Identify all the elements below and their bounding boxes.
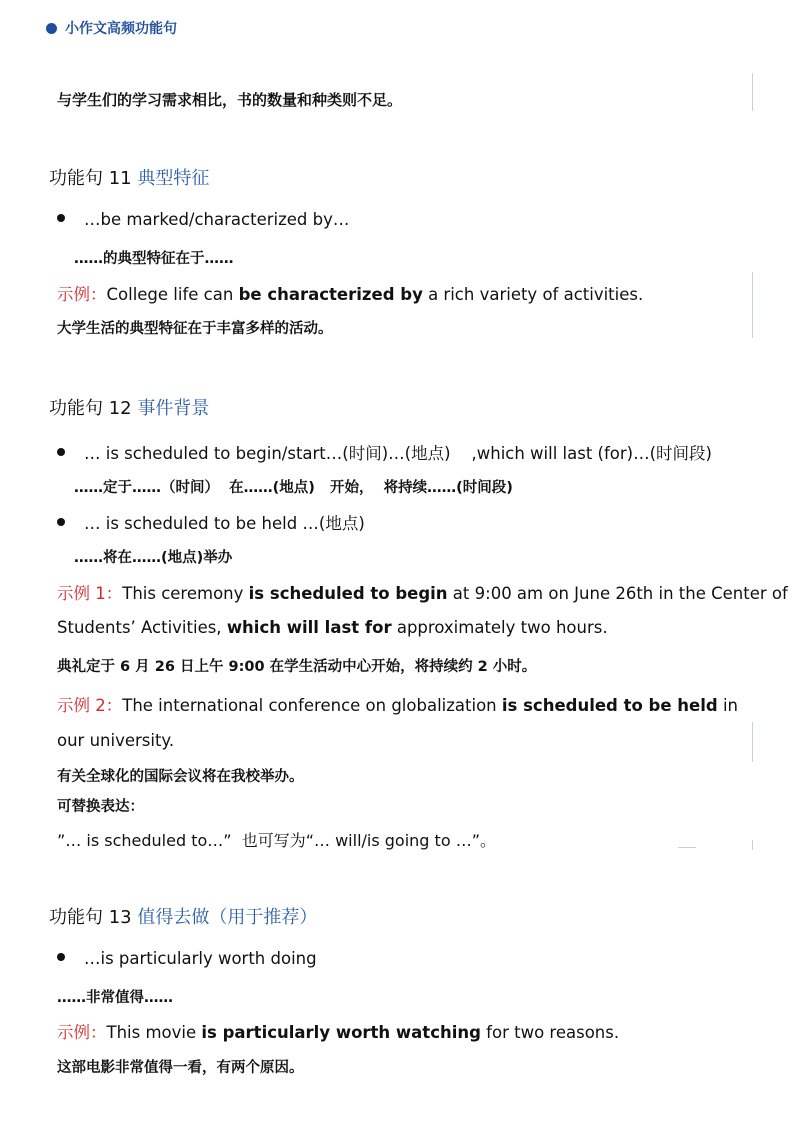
section-title: 典型特征 bbox=[137, 168, 210, 189]
section-number: 功能句 12 bbox=[49, 398, 132, 419]
section-heading-12 bbox=[49, 394, 209, 420]
bullet-dot-icon bbox=[57, 518, 65, 526]
scan-mark bbox=[752, 840, 753, 850]
example-text: a rich variety of activities. bbox=[422, 285, 644, 304]
example-translation: 典礼定于 6 月 26 日上午 9:00 在学生活动中心开始，将持续约 2 小时。 bbox=[57, 659, 537, 675]
example-sentence bbox=[57, 1019, 619, 1043]
example-sentence-cont bbox=[57, 618, 608, 637]
header-title: 小作文高频功能句 bbox=[65, 21, 177, 37]
example-text: at 9:00 am on June 26th in the Center of bbox=[447, 584, 788, 603]
example-label: 示例： bbox=[57, 1023, 107, 1042]
example-text: Students’ Activities, bbox=[57, 618, 227, 637]
example-translation: 这部电影非常值得一看，有两个原因。 bbox=[57, 1060, 304, 1076]
pattern-bullet bbox=[57, 440, 712, 464]
section-number: 功能句 11 bbox=[49, 168, 132, 189]
example-label: 示例 1： bbox=[57, 584, 123, 603]
section-heading-11 bbox=[49, 164, 209, 190]
example-keyphrase: be characterized by bbox=[238, 285, 423, 304]
alt-expression-label: 可替换表达： bbox=[57, 799, 144, 815]
pattern-en: …be marked/characterized by… bbox=[84, 210, 350, 229]
pattern-en: … is scheduled to be held …(地点) bbox=[84, 514, 365, 533]
example-sentence bbox=[57, 281, 643, 305]
example-text: College life can bbox=[106, 285, 239, 304]
pattern-cn: ……非常值得…… bbox=[57, 990, 173, 1006]
scan-mark bbox=[752, 722, 753, 762]
scan-mark bbox=[752, 73, 753, 111]
alt-expression: ”… is scheduled to…” 也可写为“… will/is going to …”。 bbox=[57, 831, 496, 850]
pattern-cn: ……将在……(地点)举办 bbox=[74, 550, 233, 566]
example-sentence bbox=[57, 692, 738, 716]
bullet-dot-icon bbox=[57, 448, 65, 456]
example-text: The international conference on globalization bbox=[122, 696, 502, 715]
pattern-en: …is particularly worth doing bbox=[84, 949, 317, 968]
example-translation: 大学生活的典型特征在于丰富多样的活动。 bbox=[57, 321, 333, 337]
bullet-dot-icon bbox=[57, 953, 65, 961]
intro-sentence: 与学生们的学习需求相比，书的数量和种类则不足。 bbox=[57, 91, 403, 109]
example-keyphrase: which will last for bbox=[226, 618, 392, 637]
example-keyphrase: is scheduled to be held bbox=[501, 696, 718, 715]
pattern-cn: ……定于……（时间） 在……(地点) 开始， 将持续……(时间段) bbox=[74, 480, 513, 496]
example-label: 示例 2： bbox=[57, 696, 123, 715]
example-text: This movie bbox=[106, 1023, 202, 1042]
scan-mark bbox=[752, 272, 753, 338]
example-keyphrase: is scheduled to begin bbox=[248, 584, 448, 603]
example-sentence bbox=[57, 580, 788, 604]
bullet-dot-icon bbox=[57, 214, 65, 222]
section-title: 值得去做（用于推荐） bbox=[137, 907, 318, 928]
pattern-bullet bbox=[57, 510, 365, 534]
section-header bbox=[46, 18, 177, 38]
section-number: 功能句 13 bbox=[49, 907, 132, 928]
pattern-cn: ……的典型特征在于…… bbox=[74, 251, 234, 267]
example-sentence-cont: our university. bbox=[57, 731, 175, 750]
bullet-dot-icon bbox=[46, 23, 57, 34]
section-heading-13 bbox=[49, 903, 317, 929]
pattern-bullet bbox=[57, 949, 317, 968]
pattern-en: … is scheduled to begin/start…(时间)…(地点) ,which will last (for)…(时间段) bbox=[84, 444, 712, 463]
example-text: This ceremony bbox=[122, 584, 249, 603]
example-text: approximately two hours. bbox=[391, 618, 608, 637]
pattern-bullet bbox=[57, 210, 349, 229]
section-title: 事件背景 bbox=[137, 398, 210, 419]
example-text: in bbox=[717, 696, 739, 715]
example-keyphrase: is particularly worth watching bbox=[201, 1023, 481, 1042]
example-translation: 有关全球化的国际会议将在我校举办。 bbox=[57, 769, 304, 785]
example-label: 示例： bbox=[57, 285, 107, 304]
example-text: for two reasons. bbox=[480, 1023, 620, 1042]
scan-mark bbox=[678, 847, 696, 848]
